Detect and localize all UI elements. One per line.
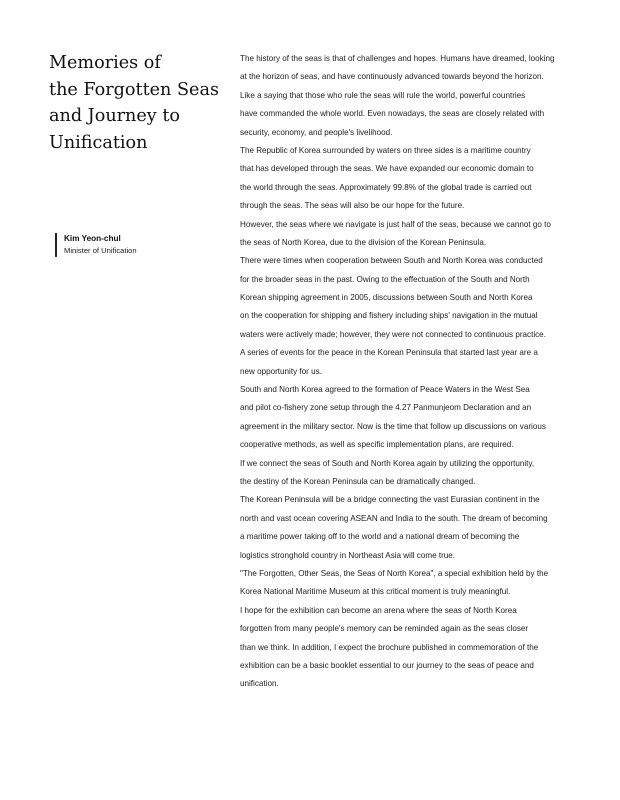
body-line: Korea National Maritime Museum at this critical moment is truly meaningful. xyxy=(240,587,511,597)
body-line: I hope for the exhibition can become an arena where the seas of North Korea xyxy=(240,605,517,615)
body-line: on the cooperation for shipping and fishery including ships' navigation in the mutual xyxy=(240,311,538,321)
body-line: exhibition can be a basic booklet essential to our journey to the seas of peace and xyxy=(240,660,534,670)
body-line: The history of the seas is that of challenges and hopes. Humans have dreamed, looking xyxy=(240,54,555,63)
body-line: for the broader seas in the past. Owing to the effectuation of the South and North xyxy=(240,274,530,284)
author-name: Kim Yeon-chul xyxy=(64,234,121,243)
body-line: If we connect the seas of South and North Korea again by utilizing the opportunity, xyxy=(240,458,535,468)
body-line: and pilot co-fishery zone setup through the 4.27 Panmunjeom Declaration and an xyxy=(240,403,532,413)
author-block xyxy=(55,233,137,257)
body-line: forgotten from many people's memory can be reminded again as the seas closer xyxy=(240,624,529,634)
body-line: There were times when cooperation between South and North Korea was conducted xyxy=(240,256,543,266)
body-text xyxy=(240,50,585,694)
body-line: security, economy, and people's livelihood. xyxy=(240,127,393,137)
body-line: Like a saying that those who rule the seas will rule the world, powerful countries xyxy=(240,90,526,100)
body-line: the destiny of the Korean Peninsula can be dramatically changed. xyxy=(240,476,476,486)
body-line: Korean shipping agreement in 2005, discussions between South and North Korea xyxy=(240,293,533,303)
body-line: the world through the seas. Approximately 99.8% of the global trade is carried out xyxy=(240,182,532,192)
title-line: Memories of xyxy=(49,53,161,73)
body-line: than we think. In addition, I expect the brochure published in commemoration of the xyxy=(240,642,539,652)
body-line: However, the seas where we navigate is just half of the seas, because we cannot go to xyxy=(240,219,551,229)
body-line: have commanded the whole world. Even nowadays, the seas are closely related with xyxy=(240,109,545,119)
body-line: The Republic of Korea surrounded by waters on three sides is a maritime country xyxy=(240,145,531,155)
body-line: cooperative methods, as well as specific implementation plans, are required. xyxy=(240,440,514,450)
title-line: Unification xyxy=(49,132,148,153)
body-line: A series of events for the peace in the Korean Peninsula that started last year are a xyxy=(240,348,538,358)
body-line: South and North Korea agreed to the formation of Peace Waters in the West Sea xyxy=(240,385,530,395)
body-line: through the seas. The seas will also be our hope for the future. xyxy=(240,201,465,211)
body-line: waters were actively made; however, they were not connected to continuous practice. xyxy=(240,329,546,339)
title-line: the Forgotten Seas xyxy=(49,79,219,100)
body-line: "The Forgotten, Other Seas, the Seas of North Korea", a special exhibition held by the xyxy=(240,568,549,578)
body-line: logistics stronghold country in Northeast Asia will come true. xyxy=(240,550,456,560)
body-line: a maritime power taking off to the world and a national dream of becoming the xyxy=(240,532,520,542)
title-line: and Journey to xyxy=(49,106,180,126)
body-line: unification. xyxy=(240,679,279,689)
body-line: north and vast ocean covering ASEAN and India to the south. The dream of becoming xyxy=(240,513,548,523)
page-title xyxy=(49,50,229,156)
body-line: The Korean Peninsula will be a bridge connecting the vast Eurasian continent in the xyxy=(240,495,540,505)
body-line: agreement in the military sector. Now is the time that follow up discussions on various xyxy=(240,421,546,431)
body-line: the seas of North Korea, due to the division of the Korean Peninsula. xyxy=(240,237,487,247)
author-role: Minister of Unification xyxy=(64,246,137,255)
body-line: at the horizon of seas, and have continuously advanced towards beyond the horizon. xyxy=(240,72,544,82)
body-line: new opportunity for us. xyxy=(240,366,322,376)
body-line: that has developed through the seas. We have expanded our economic domain to xyxy=(240,164,534,174)
